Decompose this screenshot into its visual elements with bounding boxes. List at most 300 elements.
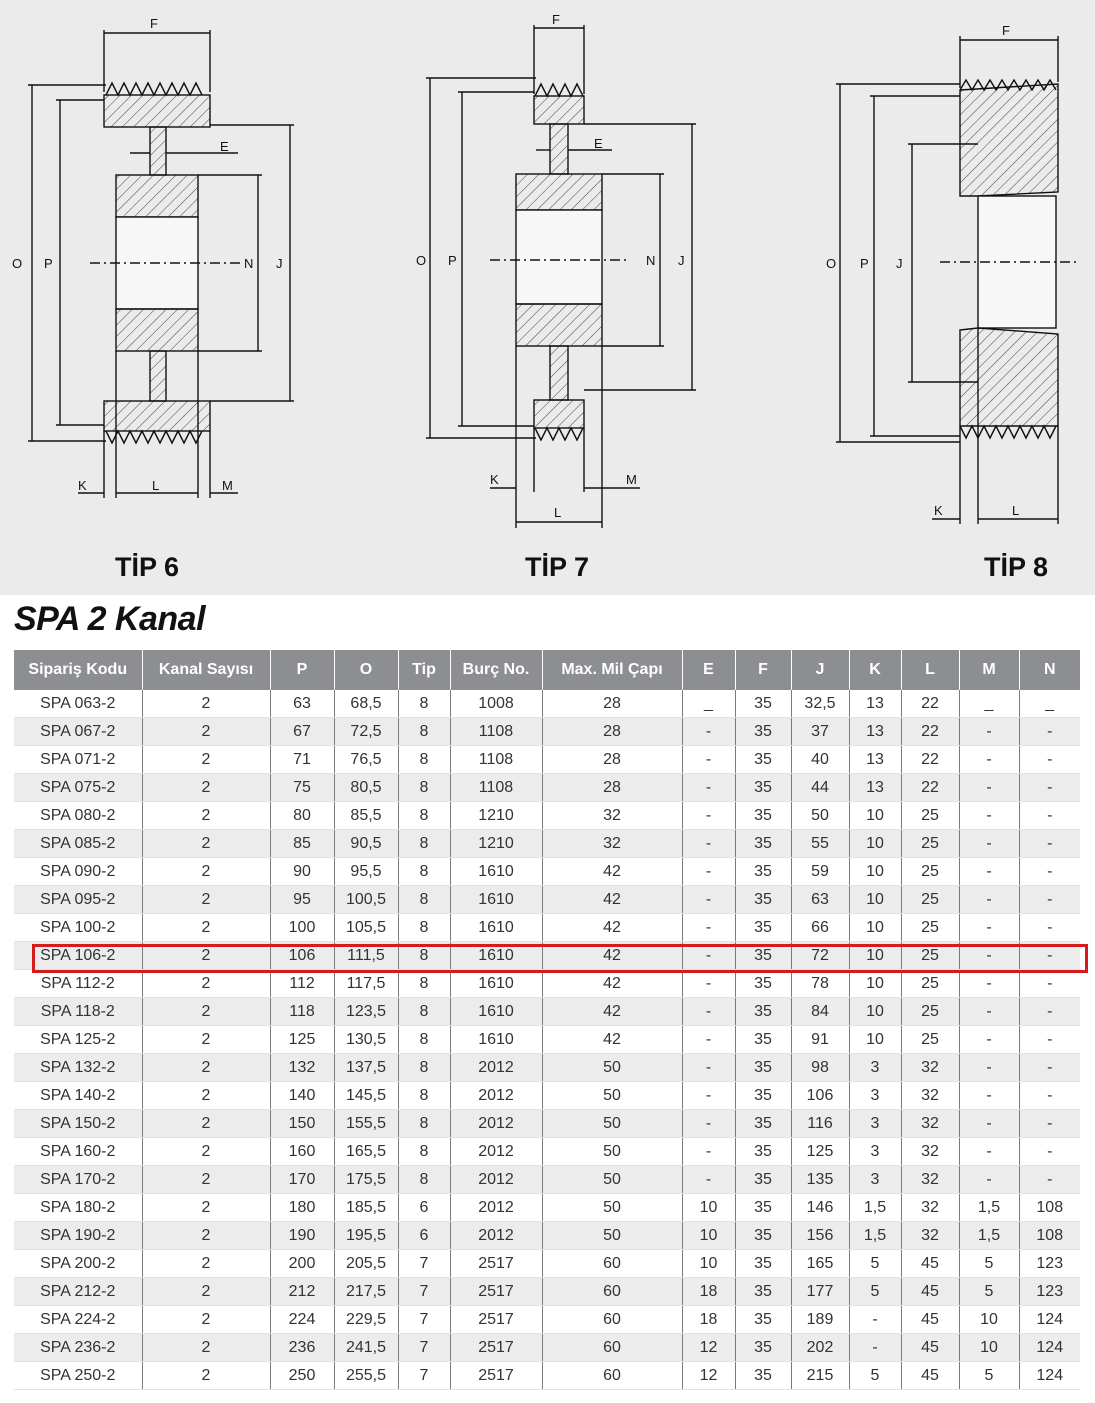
- table-cell: 42: [542, 970, 682, 998]
- table-cell: 2: [142, 1362, 270, 1390]
- table-cell: 12: [682, 1362, 735, 1390]
- table-cell: 105,5: [334, 914, 398, 942]
- table-cell: 25: [901, 830, 959, 858]
- table-cell: 132: [270, 1054, 334, 1082]
- table-cell: 35: [735, 1166, 791, 1194]
- table-cell: 1108: [450, 774, 542, 802]
- table-cell: 123,5: [334, 998, 398, 1026]
- table-cell: 63: [791, 886, 849, 914]
- table-cell: 125: [791, 1138, 849, 1166]
- table-cell: 35: [735, 1138, 791, 1166]
- table-cell: 2: [142, 802, 270, 830]
- table-cell: 250: [270, 1362, 334, 1390]
- table-cell: 50: [542, 1138, 682, 1166]
- table-cell: 60: [542, 1250, 682, 1278]
- table-cell: 35: [735, 858, 791, 886]
- table-cell: SPA 150-2: [14, 1110, 142, 1138]
- table-cell: 5: [959, 1362, 1019, 1390]
- table-cell: 170: [270, 1166, 334, 1194]
- table-cell: -: [959, 802, 1019, 830]
- pulley-drawings: [0, 0, 1095, 595]
- table-cell: -: [959, 1082, 1019, 1110]
- table-cell: 2517: [450, 1306, 542, 1334]
- table-cell: 59: [791, 858, 849, 886]
- table-cell: 236: [270, 1334, 334, 1362]
- table-cell: SPA 100-2: [14, 914, 142, 942]
- table-cell: 2: [142, 1166, 270, 1194]
- spec-table: [14, 650, 1080, 1390]
- table-cell: 241,5: [334, 1334, 398, 1362]
- table-cell: SPA 170-2: [14, 1166, 142, 1194]
- table-cell: 28: [542, 774, 682, 802]
- table-row: [14, 1082, 1080, 1110]
- table-cell: 22: [901, 774, 959, 802]
- table-row: [14, 1250, 1080, 1278]
- table-cell: 25: [901, 970, 959, 998]
- table-cell: 2012: [450, 1166, 542, 1194]
- table-cell: 42: [542, 858, 682, 886]
- column-header: P: [270, 650, 334, 690]
- table-cell: 165: [791, 1250, 849, 1278]
- table-cell: 2: [142, 1138, 270, 1166]
- table-cell: 35: [735, 774, 791, 802]
- table-cell: 3: [849, 1054, 901, 1082]
- table-row: [14, 830, 1080, 858]
- table-cell: 35: [735, 1306, 791, 1334]
- table-cell: _: [682, 690, 735, 718]
- table-cell: -: [682, 830, 735, 858]
- table-cell: -: [682, 1054, 735, 1082]
- table-cell: 2517: [450, 1278, 542, 1306]
- table-cell: 32: [901, 1166, 959, 1194]
- table-cell: 212: [270, 1278, 334, 1306]
- table-cell: 2517: [450, 1362, 542, 1390]
- table-cell: 1610: [450, 886, 542, 914]
- table-cell: -: [1019, 774, 1080, 802]
- table-cell: 185,5: [334, 1194, 398, 1222]
- table-cell: 7: [398, 1250, 450, 1278]
- dim-label: M: [222, 478, 233, 493]
- column-header: Tip: [398, 650, 450, 690]
- table-row: [14, 1026, 1080, 1054]
- table-cell: 32: [542, 802, 682, 830]
- column-header: M: [959, 650, 1019, 690]
- table-cell: 42: [542, 1026, 682, 1054]
- table-cell: 60: [542, 1334, 682, 1362]
- table-row: [14, 774, 1080, 802]
- table-cell: 7: [398, 1278, 450, 1306]
- table-cell: 25: [901, 802, 959, 830]
- table-cell: 2: [142, 1110, 270, 1138]
- table-cell: SPA 236-2: [14, 1334, 142, 1362]
- table-cell: SPA 224-2: [14, 1306, 142, 1334]
- table-cell: 2517: [450, 1250, 542, 1278]
- table-cell: 108: [1019, 1194, 1080, 1222]
- table-cell: -: [1019, 886, 1080, 914]
- table-cell: 50: [542, 1082, 682, 1110]
- table-cell: 8: [398, 858, 450, 886]
- dim-label: O: [826, 256, 837, 271]
- table-cell: 1610: [450, 1026, 542, 1054]
- table-cell: -: [1019, 998, 1080, 1026]
- table-cell: 8: [398, 1082, 450, 1110]
- table-row: [14, 1306, 1080, 1334]
- table-cell: 2: [142, 830, 270, 858]
- table-cell: 35: [735, 1334, 791, 1362]
- table-cell: -: [682, 998, 735, 1026]
- table-row: [14, 746, 1080, 774]
- table-cell: 10: [849, 886, 901, 914]
- table-cell: -: [1019, 942, 1080, 970]
- table-cell: 40: [791, 746, 849, 774]
- table-cell: 111,5: [334, 942, 398, 970]
- table-cell: 18: [682, 1306, 735, 1334]
- table-cell: -: [682, 1166, 735, 1194]
- table-cell: -: [1019, 1054, 1080, 1082]
- table-cell: -: [682, 942, 735, 970]
- table-cell: 116: [791, 1110, 849, 1138]
- table-cell: 8: [398, 998, 450, 1026]
- table-cell: -: [959, 718, 1019, 746]
- table-cell: 10: [849, 998, 901, 1026]
- table-cell: 10: [682, 1222, 735, 1250]
- table-cell: 1210: [450, 830, 542, 858]
- table-cell: 68,5: [334, 690, 398, 718]
- table-cell: 35: [735, 942, 791, 970]
- table-cell: 45: [901, 1250, 959, 1278]
- table-cell: 84: [791, 998, 849, 1026]
- column-header: K: [849, 650, 901, 690]
- table-cell: 45: [901, 1334, 959, 1362]
- diagram-panel: [0, 0, 1095, 595]
- column-header: N: [1019, 650, 1080, 690]
- table-cell: 165,5: [334, 1138, 398, 1166]
- table-cell: 6: [398, 1222, 450, 1250]
- column-header: E: [682, 650, 735, 690]
- table-cell: -: [959, 998, 1019, 1026]
- table-cell: -: [682, 1082, 735, 1110]
- table-header-row: [14, 650, 1080, 690]
- table-cell: 8: [398, 1110, 450, 1138]
- table-cell: 135: [791, 1166, 849, 1194]
- table-cell: 66: [791, 914, 849, 942]
- table-cell: 10: [849, 914, 901, 942]
- table-cell: 13: [849, 746, 901, 774]
- table-cell: 25: [901, 858, 959, 886]
- table-cell: 195,5: [334, 1222, 398, 1250]
- table-cell: -: [682, 1138, 735, 1166]
- table-cell: 10: [849, 858, 901, 886]
- table-cell: 255,5: [334, 1362, 398, 1390]
- table-cell: 35: [735, 1110, 791, 1138]
- table-cell: 3: [849, 1166, 901, 1194]
- table-cell: 90: [270, 858, 334, 886]
- table-cell: -: [959, 1054, 1019, 1082]
- table-cell: 35: [735, 1362, 791, 1390]
- table-row: [14, 970, 1080, 998]
- table-cell: -: [682, 746, 735, 774]
- dim-label: E: [220, 139, 229, 154]
- table-cell: 10: [849, 802, 901, 830]
- table-cell: _: [1019, 690, 1080, 718]
- table-cell: SPA 095-2: [14, 886, 142, 914]
- dim-label: K: [78, 478, 87, 493]
- table-cell: -: [959, 1026, 1019, 1054]
- tip8-label: TİP 8: [984, 552, 1049, 582]
- table-cell: 95: [270, 886, 334, 914]
- table-cell: SPA 080-2: [14, 802, 142, 830]
- section-title: SPA 2 Kanal: [14, 600, 206, 638]
- table-cell: 8: [398, 1054, 450, 1082]
- table-cell: 1210: [450, 802, 542, 830]
- dim-label: J: [678, 253, 685, 268]
- table-cell: 118: [270, 998, 334, 1026]
- table-cell: -: [682, 858, 735, 886]
- table-cell: 13: [849, 718, 901, 746]
- table-cell: SPA 085-2: [14, 830, 142, 858]
- dim-label: K: [934, 503, 943, 518]
- table-cell: 8: [398, 942, 450, 970]
- table-cell: 8: [398, 914, 450, 942]
- table-cell: 123: [1019, 1278, 1080, 1306]
- table-cell: 32: [542, 830, 682, 858]
- table-row: [14, 690, 1080, 718]
- table-cell: 28: [542, 690, 682, 718]
- table-cell: 6: [398, 1194, 450, 1222]
- table-cell: 8: [398, 1138, 450, 1166]
- table-cell: 2: [142, 998, 270, 1026]
- table-cell: 1,5: [959, 1194, 1019, 1222]
- table-cell: 50: [542, 1054, 682, 1082]
- table-row: [14, 858, 1080, 886]
- dim-label: J: [276, 256, 283, 271]
- table-cell: 8: [398, 718, 450, 746]
- table-cell: 35: [735, 1278, 791, 1306]
- dim-label: O: [12, 256, 23, 271]
- table-row: [14, 1278, 1080, 1306]
- table-cell: 137,5: [334, 1054, 398, 1082]
- column-header: Kanal Sayısı: [142, 650, 270, 690]
- table-cell: SPA 090-2: [14, 858, 142, 886]
- table-cell: 78: [791, 970, 849, 998]
- table-cell: 32: [901, 1194, 959, 1222]
- table-cell: 224: [270, 1306, 334, 1334]
- table-cell: 1610: [450, 970, 542, 998]
- table-row: [14, 1362, 1080, 1390]
- table-cell: 45: [901, 1362, 959, 1390]
- table-cell: 72,5: [334, 718, 398, 746]
- table-cell: -: [682, 774, 735, 802]
- table-cell: 22: [901, 690, 959, 718]
- table-cell: 2: [142, 1306, 270, 1334]
- table-cell: 60: [542, 1278, 682, 1306]
- dim-label: O: [416, 253, 427, 268]
- table-cell: 2012: [450, 1138, 542, 1166]
- table-cell: 10: [682, 1194, 735, 1222]
- table-cell: 2012: [450, 1054, 542, 1082]
- table-cell: 8: [398, 1166, 450, 1194]
- table-cell: 55: [791, 830, 849, 858]
- table-cell: -: [1019, 1110, 1080, 1138]
- table-cell: 35: [735, 746, 791, 774]
- table-cell: 2: [142, 774, 270, 802]
- dim-label: N: [646, 253, 656, 268]
- table-cell: 2: [142, 1054, 270, 1082]
- table-cell: 8: [398, 970, 450, 998]
- table-cell: 2: [142, 690, 270, 718]
- table-cell: SPA 071-2: [14, 746, 142, 774]
- table-cell: 130,5: [334, 1026, 398, 1054]
- table-cell: 10: [682, 1250, 735, 1278]
- table-cell: 2: [142, 1278, 270, 1306]
- table-cell: 35: [735, 970, 791, 998]
- table-cell: 72: [791, 942, 849, 970]
- table-cell: 80: [270, 802, 334, 830]
- table-cell: 8: [398, 774, 450, 802]
- table-cell: 35: [735, 886, 791, 914]
- table-cell: 1008: [450, 690, 542, 718]
- table-cell: 10: [849, 1026, 901, 1054]
- table-cell: 76,5: [334, 746, 398, 774]
- table-cell: 1610: [450, 942, 542, 970]
- table-cell: 50: [542, 1166, 682, 1194]
- table-cell: -: [1019, 746, 1080, 774]
- table-row: [14, 886, 1080, 914]
- table-cell: _: [959, 690, 1019, 718]
- table-cell: 50: [791, 802, 849, 830]
- table-cell: 215: [791, 1362, 849, 1390]
- table-cell: 8: [398, 802, 450, 830]
- table-cell: -: [1019, 1026, 1080, 1054]
- table-cell: 71: [270, 746, 334, 774]
- dim-label: P: [860, 256, 869, 271]
- table-cell: 217,5: [334, 1278, 398, 1306]
- table-cell: 25: [901, 914, 959, 942]
- table-row: [14, 1054, 1080, 1082]
- table-cell: -: [849, 1334, 901, 1362]
- table-row: [14, 998, 1080, 1026]
- table-cell: 10: [959, 1334, 1019, 1362]
- table-cell: 35: [735, 690, 791, 718]
- table-cell: 35: [735, 1082, 791, 1110]
- table-cell: -: [1019, 802, 1080, 830]
- table-cell: 229,5: [334, 1306, 398, 1334]
- table-cell: 91: [791, 1026, 849, 1054]
- table-cell: 18: [682, 1278, 735, 1306]
- table-cell: -: [959, 942, 1019, 970]
- table-cell: 85,5: [334, 802, 398, 830]
- table-cell: 25: [901, 1026, 959, 1054]
- table-cell: 60: [542, 1306, 682, 1334]
- table-cell: -: [959, 1138, 1019, 1166]
- table-cell: 45: [901, 1278, 959, 1306]
- table-cell: 1610: [450, 914, 542, 942]
- column-header: L: [901, 650, 959, 690]
- table-cell: 25: [901, 886, 959, 914]
- table-row: [14, 1138, 1080, 1166]
- tip7-drawing: [426, 25, 696, 528]
- table-cell: 1610: [450, 858, 542, 886]
- table-cell: 150: [270, 1110, 334, 1138]
- table-cell: -: [682, 914, 735, 942]
- table-row: [14, 914, 1080, 942]
- table-cell: SPA 200-2: [14, 1250, 142, 1278]
- table-cell: 28: [542, 746, 682, 774]
- dim-label: L: [554, 505, 562, 520]
- table-cell: -: [1019, 1082, 1080, 1110]
- table-cell: SPA 112-2: [14, 970, 142, 998]
- table-cell: SPA 118-2: [14, 998, 142, 1026]
- table-cell: 2: [142, 1250, 270, 1278]
- table-cell: -: [959, 970, 1019, 998]
- table-cell: -: [1019, 1138, 1080, 1166]
- table-cell: SPA 212-2: [14, 1278, 142, 1306]
- table-cell: -: [959, 914, 1019, 942]
- dim-label: M: [626, 472, 637, 487]
- table-cell: 2517: [450, 1334, 542, 1362]
- table-cell: SPA 132-2: [14, 1054, 142, 1082]
- table-row-highlighted: [14, 942, 1080, 970]
- table-cell: 124: [1019, 1306, 1080, 1334]
- table-cell: 42: [542, 914, 682, 942]
- table-cell: 85: [270, 830, 334, 858]
- table-cell: 5: [959, 1278, 1019, 1306]
- dim-label: N: [244, 256, 254, 271]
- table-cell: SPA 125-2: [14, 1026, 142, 1054]
- table-cell: 2: [142, 1026, 270, 1054]
- table-cell: 2: [142, 1334, 270, 1362]
- table-cell: 1108: [450, 718, 542, 746]
- table-cell: -: [1019, 914, 1080, 942]
- table-cell: 35: [735, 1054, 791, 1082]
- table-cell: 45: [901, 1306, 959, 1334]
- column-header: Max. Mil Çapı: [542, 650, 682, 690]
- table-cell: 32: [901, 1082, 959, 1110]
- table-cell: 8: [398, 746, 450, 774]
- table-cell: 5: [849, 1250, 901, 1278]
- table-cell: SPA 160-2: [14, 1138, 142, 1166]
- table-cell: 95,5: [334, 858, 398, 886]
- table-cell: 80,5: [334, 774, 398, 802]
- table-cell: 7: [398, 1362, 450, 1390]
- table-row: [14, 1110, 1080, 1138]
- table-cell: 32: [901, 1222, 959, 1250]
- table-cell: 202: [791, 1334, 849, 1362]
- table-cell: 44: [791, 774, 849, 802]
- table-cell: -: [1019, 830, 1080, 858]
- table-cell: 1108: [450, 746, 542, 774]
- table-cell: 35: [735, 802, 791, 830]
- table-cell: 2: [142, 1194, 270, 1222]
- table-cell: 3: [849, 1082, 901, 1110]
- table-cell: 7: [398, 1306, 450, 1334]
- table-cell: 2: [142, 1082, 270, 1110]
- tip7-label: TİP 7: [525, 552, 590, 582]
- dim-label: P: [44, 256, 53, 271]
- table-cell: 106: [270, 942, 334, 970]
- table-cell: SPA 140-2: [14, 1082, 142, 1110]
- table-cell: 5: [849, 1278, 901, 1306]
- table-cell: -: [682, 886, 735, 914]
- tip8-drawing: [836, 36, 1080, 524]
- table-cell: 177: [791, 1278, 849, 1306]
- table-cell: 1,5: [849, 1194, 901, 1222]
- dim-label: F: [150, 16, 158, 31]
- table-cell: 42: [542, 942, 682, 970]
- table-cell: 35: [735, 718, 791, 746]
- table-cell: 124: [1019, 1334, 1080, 1362]
- table-cell: -: [682, 718, 735, 746]
